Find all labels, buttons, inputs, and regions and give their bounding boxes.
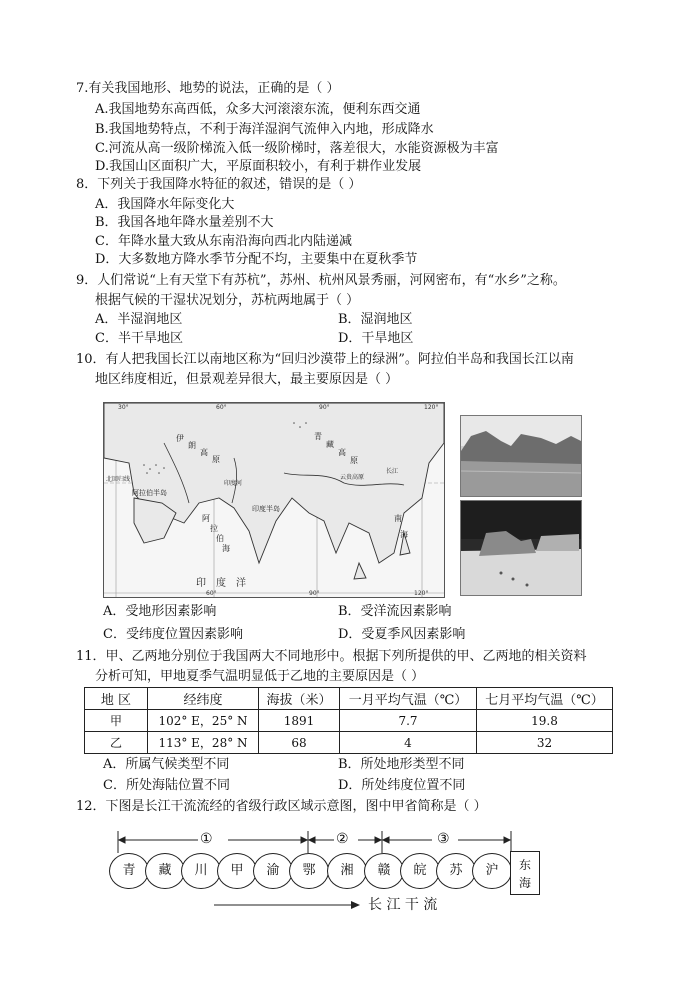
map-degree-120-bottom: 120°: [414, 590, 429, 597]
map-label-ocean-3: 洋: [236, 578, 246, 589]
map-label-arabia: 阿拉伯半岛: [132, 489, 167, 497]
map-label-tibet-1: 青: [314, 432, 322, 441]
table-header: 一月平均气温（℃）: [340, 688, 477, 710]
climate-data-table: [84, 687, 613, 754]
province-hu: 沪: [472, 853, 512, 889]
east-sea-label-line2: 海: [518, 876, 531, 890]
q11-option-a: A．所属气候类型不同: [103, 757, 230, 772]
map-label-yungui: 云贵高原: [340, 474, 365, 481]
map-label-iran-3: 高: [200, 448, 208, 457]
table-header: 地 区: [85, 688, 148, 710]
map-degree-90-bottom: 90°: [309, 590, 320, 597]
karst-landscape-photo: [460, 415, 582, 497]
east-sea-box: [510, 851, 540, 895]
desert-landscape-photo: [460, 500, 582, 596]
q8-option-c: C．年降水量大致从东南沿海向西北内陆递减: [95, 234, 352, 249]
province-e: 鄂: [289, 853, 329, 889]
province-gan: 赣: [364, 853, 404, 889]
map-label-arabian-sea-2: 拉: [210, 524, 218, 533]
province-qing: 青: [109, 853, 149, 889]
map-label-ocean-2: 度: [216, 578, 226, 589]
table-row: [85, 732, 613, 754]
q8-option-d: D．大多数地方降水季节分配不均，主要集中在夏秋季节: [95, 252, 418, 267]
map-degree-30: 30°: [118, 404, 129, 411]
table-row: [85, 710, 613, 732]
q8-option-b: B．我国各地年降水量差别不大: [95, 215, 274, 230]
map-label-tibet-4: 原: [350, 456, 358, 465]
q9-option-c: C．半干旱地区: [95, 331, 183, 346]
q11-stem-line1: 11．甲、乙两地分别位于我国两大不同地形中。根据下列所提供的甲、乙两地的相关资料: [76, 649, 587, 664]
table-cell: 乙: [85, 732, 148, 754]
table-cell: 甲: [85, 710, 148, 732]
map-label-iran-4: 原: [212, 455, 220, 464]
table-cell: 68: [259, 732, 340, 754]
map-label-ocean-1: 印: [196, 578, 206, 589]
map-degree-90: 90°: [319, 404, 330, 411]
table-cell: 32: [477, 732, 613, 754]
q7-option-a: A.我国地势东高西低，众多大河滚滚东流，便利东西交通: [95, 102, 421, 117]
map-degree-60-bottom: 60°: [206, 590, 217, 597]
q10-option-c: C．受纬度位置因素影响: [103, 627, 243, 642]
map-label-tibet-2: 藏: [326, 440, 334, 449]
table-header-row: [85, 688, 613, 710]
map-label-yangtze: 长江: [386, 468, 399, 475]
q7-stem: 7.有关我国地形、地势的说法，正确的是（ ）: [76, 81, 340, 96]
q11-option-c: C．所处海陆位置不同: [103, 778, 230, 793]
province-yu: 渝: [253, 853, 293, 889]
table-cell: 102° E，25° N: [148, 710, 259, 732]
map-label-iran-1: 伊: [176, 434, 184, 443]
segment-2-label: ②: [336, 831, 349, 847]
table-cell: 4: [340, 732, 477, 754]
segment-3-label: ③: [437, 831, 450, 847]
table-cell: 113° E，28° N: [148, 732, 259, 754]
asia-map-graphic: [104, 403, 444, 597]
map-label-indus: 印度河: [224, 480, 243, 487]
table-cell: 19.8: [477, 710, 613, 732]
map-degree-60: 60°: [216, 404, 227, 411]
map-label-arabian-sea-4: 海: [222, 544, 230, 553]
table-cell: 1891: [259, 710, 340, 732]
table-header: 七月平均气温（℃）: [477, 688, 613, 710]
map-label-arabian-sea-1: 阿: [202, 514, 210, 523]
province-wan: 皖: [400, 853, 440, 889]
map-label-india: 印度半岛: [252, 505, 280, 513]
map-label-tropic: 北回归线: [106, 476, 131, 483]
river-flow-arrow: [212, 898, 362, 912]
q10-stem-line1: 10．有人把我国长江以南地区称为“回归沙漠带上的绿洲”。阿拉伯半岛和我国长江以南: [76, 352, 574, 367]
map-label-tibet-3: 高: [338, 448, 346, 457]
q12-stem: 12．下图是长江干流流经的省级行政区域示意图，图中甲省简称是（ ）: [76, 799, 487, 814]
segment-1-label: ①: [200, 831, 213, 847]
q9-option-b: B．湿润地区: [338, 312, 413, 327]
province-zang: 藏: [145, 853, 185, 889]
q10-option-d: D．受夏季风因素影响: [338, 627, 466, 642]
q8-stem: 8．下列关于我国降水特征的叙述，错误的是（ ）: [76, 177, 362, 192]
q11-option-d: D．所处纬度位置不同: [338, 778, 466, 793]
q7-option-d: D.我国山区面积广大，平原面积较小，有利于耕作业发展: [95, 159, 422, 174]
table-cell: 7.7: [340, 710, 477, 732]
q11-stem-line2: 分析可知，甲地夏季气温明显低于乙地的主要原因是（ ）: [95, 669, 425, 684]
east-sea-label-line1: 东: [518, 858, 531, 872]
province-su: 苏: [436, 853, 476, 889]
q8-option-a: A．我国降水年际变化大: [95, 197, 235, 212]
map-label-iran-2: 朗: [188, 441, 196, 450]
river-label: 长 江 干 流: [368, 897, 438, 913]
q7-option-b: B.我国地势特点，不利于海洋湿润气流伸入内地，形成降水: [95, 122, 434, 137]
province-jia: 甲: [217, 853, 257, 889]
q9-stem-line1: 9．人们常说“上有天堂下有苏杭”，苏州、杭州风景秀丽，河网密布，有“水乡”之称。: [76, 273, 566, 288]
province-xiang: 湘: [327, 853, 367, 889]
q7-option-c: C.河流从高一级阶梯流入低一级阶梯时，落差很大，水能资源极为丰富: [95, 141, 499, 156]
map-label-arabian-sea-3: 伯: [216, 534, 224, 543]
q9-stem-line2: 根据气候的干湿状况划分，苏杭两地属于（ ）: [95, 293, 360, 308]
table-header: 经纬度: [148, 688, 259, 710]
asia-map: [103, 402, 445, 598]
segment-brackets: [110, 828, 520, 854]
q11-option-b: B．所处地形类型不同: [338, 757, 465, 772]
q9-option-a: A．半湿润地区: [95, 312, 183, 327]
q10-stem-line2: 地区纬度相近，但景观差异很大，最主要原因是（ ）: [95, 372, 399, 387]
map-label-south-sea-2: 海: [400, 530, 408, 539]
q9-option-d: D．干旱地区: [338, 331, 414, 346]
map-label-south-sea-1: 南: [394, 514, 402, 523]
table-header: 海拔（米）: [259, 688, 340, 710]
q10-option-b: B．受洋流因素影响: [338, 604, 452, 619]
province-chuan: 川: [181, 853, 221, 889]
q10-option-a: A．受地形因素影响: [103, 604, 217, 619]
map-degree-120: 120°: [424, 404, 439, 411]
